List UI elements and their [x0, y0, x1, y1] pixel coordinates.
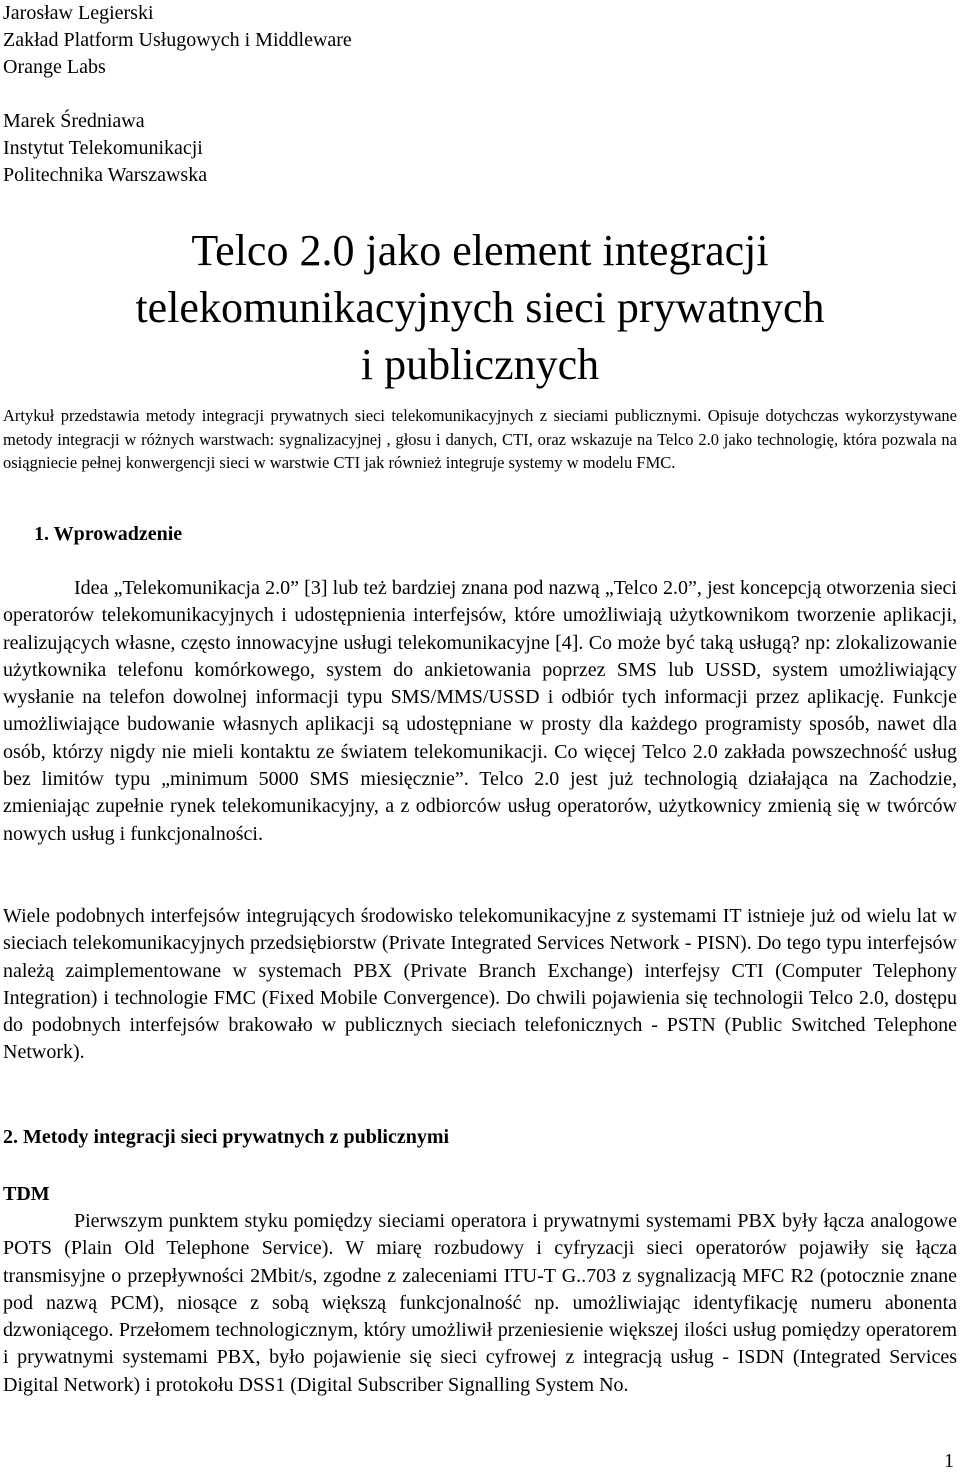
paragraph: Wiele podobnych interfejsów integrujących środowisko telekomunikacyjne z systemami IT istnieje już od wielu lat w sieciach telekomunikacyjnych przedsiębiorstw (Private Integrated Services Network - PISN). Do tego typu interfejsów należą zaimplementowane w systemach PBX (Private Branch Exchange) interfejsy CTI (Computer Telephony Integration) i technologie FMC (Fixed Mobile Convergence). Do chwili pojawienia się technologii Telco 2.0, dostępu do podobnych interfejsów brakowało w publicznych sieciach telefonicznych - PSTN (Public Switched Telephone Network). — [3, 905, 957, 1064]
author-block — [3, 0, 352, 189]
page-number: 1 — [944, 1450, 954, 1472]
subsection-heading: TDM — [3, 1183, 50, 1205]
author-affiliation: Politechnika Warszawska — [3, 164, 208, 186]
author-name: Jarosław Legierski — [3, 2, 154, 24]
paragraph: Pierwszym punktem styku pomiędzy sieciami operatora i prywatnymi systemami PBX były łącza analogowe POTS (Plain Old Telephone Service). W miarę rozbudowy i cyfryzacji sieci operatorów pojawiły się łącza transmisyjne o przepływności 2Mbit/s, zgodne z zaleceniami ITU-T G..703 z sygnalizacją MFC R2 (potocznie znane pod nazwą PCM), niosące z sobą większą funkcjonalność np. umożliwiając identyfikację numeru abonenta dzwoniącego. Przełomem technologicznym, który umożliwił przeniesienie większej ilości usług pomiędzy operatorem i prywatnymi systemami PBX, było pojawienie się sieci cyfrowej z integracją usług - ISDN (Integrated Services Digital Network) i protokołu DSS1 (Digital Subscriber Signalling System No. — [3, 1210, 957, 1396]
author-affiliation: Orange Labs — [3, 56, 106, 78]
title-line: Telco 2.0 jako element integracji — [191, 226, 769, 275]
title-line: i publicznych — [360, 340, 600, 389]
paragraph: Idea „Telekomunikacja 2.0” [3] lub też bardziej znana pod nazwą „Telco 2.0”, jest koncepcją otworzenia sieci operatorów telekomunikacyjnych i udostępnienia interfejsów, które umożliwiają użytkownikom tworzenie aplikacji, realizujących własne, często innowacyjne usługi telekomunikacyjne [4]. Co może być taką usługą? np: zlokalizowanie użytkownika telefonu komórkowego, system do ankietowania poprzez SMS lub USSD, system umożliwiający wysłanie na telefon dowolnej informacji typu SMS/MMS/USSD i odbiór tych informacji przez aplikację. Funkcje umożliwiające budowanie własnych aplikacji są udostępniane w prosty dla każdego programisty sposób, nawet dla osób, którzy nigdy nie mieli kontaktu ze światem telekomunikacji. Co więcej Telco 2.0 zakłada powszechność usług bez limitów typu „minimum 5000 SMS miesięcznie”. Telco 2.0 jest już technologią działająca na Zachodzie, zmieniając zupełnie rynek telekomunikacyjny, a z odbiorców usług operatorów, użytkownicy zmienią się w twórców nowych usług i funkcjonalności. — [3, 577, 957, 845]
author-name: Marek Średniawa — [3, 110, 145, 132]
author-affiliation: Instytut Telekomunikacji — [3, 137, 203, 159]
section-heading: 2. Metody integracji sieci prywatnych z publicznymi — [3, 1126, 450, 1148]
abstract: Artykuł przedstawia metody integracji prywatnych sieci telekomunikacyjnych z sieciami publicznymi. Opisuje dotychczas wykorzystywane metody integracji w różnych warstwach: sygnalizacyjnej , głosu i danych, CTI, oraz wskazuje na Telco 2.0 jako technologię, która pozwala na osiągniecie pełnej konwergencji sieci w warstwie CTI jak również integruje systemy w modelu FMC. — [3, 406, 957, 472]
document-title — [0, 222, 960, 393]
author-affiliation: Zakład Platform Usługowych i Middleware — [3, 29, 352, 51]
title-line: telekomunikacyjnych sieci prywatnych — [135, 283, 825, 332]
section-heading: 1. Wprowadzenie — [34, 523, 183, 545]
